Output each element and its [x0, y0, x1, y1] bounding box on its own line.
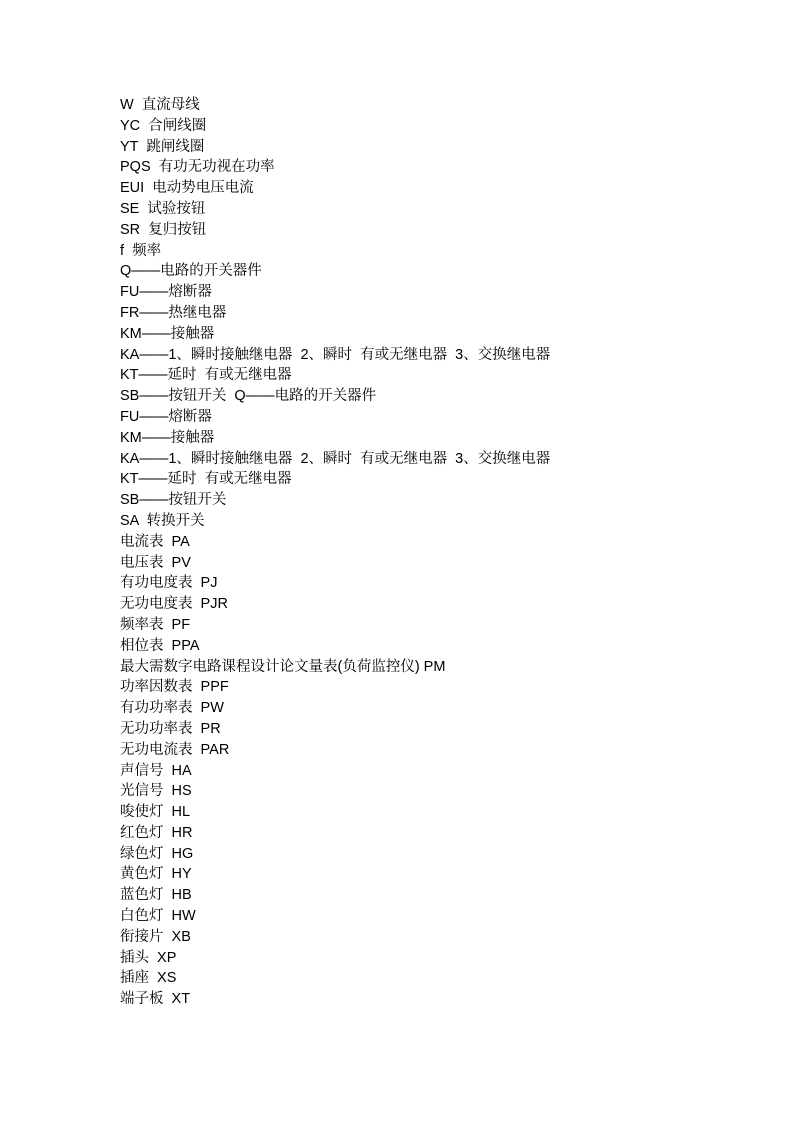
text-line: f 频率 [120, 242, 162, 259]
text-line: 插头 XP [120, 949, 177, 966]
text-line: SR 复归按钮 [120, 221, 207, 238]
text-line: 黄色灯 HY [120, 866, 192, 883]
text-line: SA 转换开关 [120, 512, 205, 529]
text-line: FU——熔断器 [120, 408, 212, 425]
text-line: 插座 XS [120, 970, 177, 987]
text-line: KA——1、瞬时接触继电器 2、瞬时 有或无继电器 3、交换继电器 [120, 450, 551, 467]
text-line: 衔接片 XB [120, 928, 191, 945]
text-line: Q——电路的开关器件 [120, 263, 262, 280]
text-line: 光信号 HS [120, 783, 192, 800]
text-line: FU——熔断器 [120, 284, 212, 301]
text-line: 电流表 PA [120, 533, 190, 550]
text-line: 有功电度表 PJ [120, 575, 218, 592]
text-line: 电压表 PV [120, 554, 191, 571]
text-line: KT——延时 有或无继电器 [120, 471, 292, 488]
text-line: 无功功率表 PR [120, 720, 221, 737]
text-line: 频率表 PF [120, 616, 191, 633]
text-line: 红色灯 HR [120, 824, 193, 841]
text-line: PQS 有功无功视在功率 [120, 159, 275, 176]
text-line: W 直流母线 [120, 97, 200, 113]
text-line: SE 试验按钮 [120, 200, 206, 217]
text-line: 绿色灯 HG [120, 845, 194, 862]
text-line: KM——接触器 [120, 325, 215, 342]
text-line: 有功功率表 PW [120, 700, 224, 717]
text-line: 白色灯 HW [120, 908, 196, 925]
text-line: SB——按钮开关 [120, 492, 227, 509]
text-line: YC 合闸线圈 [120, 117, 207, 134]
text-line: 最大需数字电路课程设计论文量表(负荷监控仪) PM [120, 658, 446, 675]
text-line: KM——接触器 [120, 429, 215, 446]
text-line: 无功电流表 PAR [120, 741, 230, 758]
text-line: 声信号 HA [120, 762, 192, 779]
text-line: FR——热继电器 [120, 304, 227, 321]
text-line: 唆使灯 HL [120, 804, 191, 821]
text-line: 相位表 PPA [120, 637, 200, 654]
text-line: SB——按钮开关 Q——电路的开关器件 [120, 388, 377, 405]
text-line: EUI 电动势电压电流 [120, 180, 254, 197]
text-line: YT 跳闸线圈 [120, 138, 205, 155]
document-body [120, 95, 760, 1010]
text-line: KT——延时 有或无继电器 [120, 367, 292, 384]
text-line: 功率因数表 PPF [120, 679, 229, 696]
text-line: 无功电度表 PJR [120, 596, 228, 613]
text-line: 蓝色灯 HB [120, 887, 192, 904]
text-line: 端子板 XT [120, 991, 191, 1008]
text-line: KA——1、瞬时接触继电器 2、瞬时 有或无继电器 3、交换继电器 [120, 346, 551, 363]
